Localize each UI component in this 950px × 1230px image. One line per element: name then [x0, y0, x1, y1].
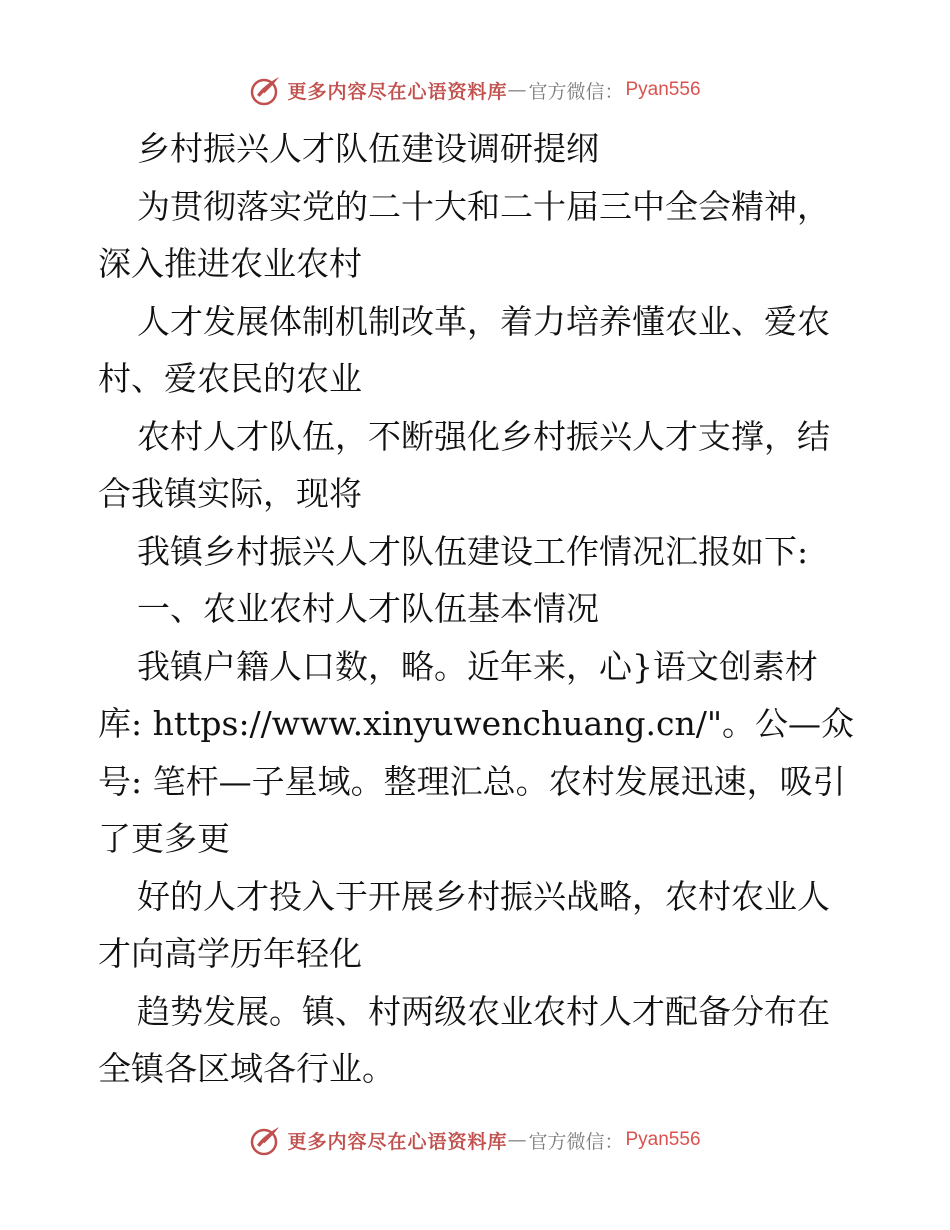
banner-main-text: 更多内容尽在心语资料库 [287, 1130, 508, 1153]
banner-official-label: 官方微信： [528, 1130, 624, 1153]
banner-wechat-id: Pyan556 [625, 1129, 701, 1150]
paragraph: 为贯彻落实党的二十大和二十届三中全会精神，深入推进农业农村 [98, 186, 830, 283]
document-body [98, 120, 860, 1098]
document-title: 乡村振兴人才队伍建设调研提纲 [136, 129, 599, 168]
paragraph: 我镇户籍人口数，略。近年来，心}语文创素材库: https://www.xinyuwenchuang.cn/"。公—众号: 笔杆—子星域。整理汇总。农村发展迅速，吸引了更多更 [98, 646, 855, 858]
banner-dash: — [507, 1129, 527, 1151]
paragraph: 农村人才队伍，不断强化乡村振兴人才支撑，结合我镇实际，现将 [98, 416, 830, 513]
banner-main-text: 更多内容尽在心语资料库 [287, 80, 508, 103]
banner-dash: — [507, 79, 527, 101]
paragraph: 人才发展体制机制改革，着力培养懂农业、爱农村、爱农民的农业 [98, 301, 830, 398]
paragraph: 我镇乡村振兴人才队伍建设工作情况汇报如下: [136, 531, 809, 571]
quill-logo-icon [249, 73, 283, 107]
quill-logo-icon [249, 1123, 283, 1157]
paragraph: 好的人才投入于开展乡村振兴战略，农村农业人才向高学历年轻化 [98, 876, 830, 973]
paragraph: 趋势发展。镇、村两级农业农村人才配备分布在全镇各区域各行业。 [98, 991, 830, 1088]
banner-wechat-id: Pyan556 [625, 79, 701, 100]
header-banner [0, 68, 950, 112]
footer-banner [0, 1118, 950, 1162]
banner-official-label: 官方微信： [528, 80, 624, 103]
section-heading: 一、农业农村人才队伍基本情况 [136, 589, 599, 628]
